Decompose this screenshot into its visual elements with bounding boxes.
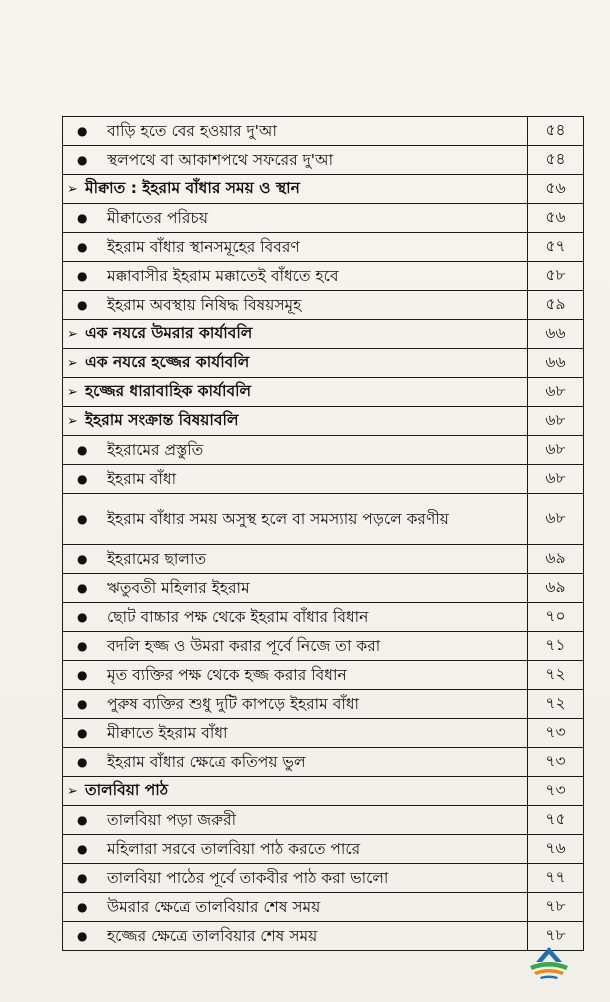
entry-title: ইহরামের ছালাত	[107, 550, 207, 568]
entry-title: মীক্বাতের পরিচয়	[107, 209, 208, 227]
subsection-entry	[63, 577, 527, 599]
section-heading-row	[63, 320, 584, 349]
entry-title: মীক্বাতে ইহরাম বাঁধা	[107, 724, 228, 742]
subsection-row	[63, 806, 584, 835]
bullet-icon: ●	[77, 610, 88, 624]
entry-title-cell	[63, 320, 528, 349]
entry-title-cell	[63, 378, 528, 407]
entry-title-cell	[63, 436, 528, 465]
entry-title-cell	[63, 603, 528, 632]
entry-title: উমরার ক্ষেত্রে তালবিয়ার শেষ সময়	[107, 898, 321, 916]
subsection-entry	[63, 207, 527, 229]
entry-title: ঋতুবতী মহিলার ইহরাম	[107, 579, 250, 597]
entry-title: বদলি হজ্জ ও উমরা করার পূর্বে নিজে তা করা	[107, 637, 381, 655]
contents-table-body	[63, 117, 584, 951]
entry-title-cell	[63, 661, 528, 690]
bullet-icon: ●	[77, 900, 88, 914]
entry-title: হজ্জের ক্ষেত্রে তালবিয়ার শেষ সময়	[107, 927, 318, 945]
bullet-icon: ●	[77, 552, 88, 566]
entry-title: ছোট বাচ্চার পক্ষ থেকে ইহরাম বাঁধার বিধান	[107, 608, 369, 626]
entry-title-cell	[63, 407, 528, 436]
contents-table	[62, 116, 584, 951]
bullet-icon: ●	[77, 726, 88, 740]
entry-title: ইহরাম বাঁধার ক্ষেত্রে কতিপয় ভুল	[107, 753, 306, 771]
subsection-entry	[63, 508, 527, 530]
subsection-row	[63, 922, 584, 951]
section-heading-row	[63, 349, 584, 378]
page-number: ৭০	[528, 603, 584, 632]
page-number: ৬৯	[528, 574, 584, 603]
arrow-icon: ➢	[67, 355, 78, 371]
bullet-icon: ●	[77, 240, 88, 254]
entry-title: ইহরাম অবস্থায় নিষিদ্ধ বিষয়সমূহ	[107, 296, 302, 314]
page-number: ৭৫	[528, 806, 584, 835]
subsection-row	[63, 204, 584, 233]
page-number: ৫৬	[528, 204, 584, 233]
entry-title: মহিলারা সরবে তালবিয়া পাঠ করতে পারে	[107, 840, 361, 858]
entry-title: ইহরাম সংক্রান্ত বিষয়াবলি	[85, 411, 239, 429]
bullet-icon: ●	[77, 668, 88, 682]
section-heading	[63, 350, 527, 376]
page-number: ৫৯	[528, 291, 584, 320]
page-number: ৭২	[528, 690, 584, 719]
subsection-entry	[63, 838, 527, 860]
section-heading	[63, 379, 527, 405]
page-number: ৭৩	[528, 748, 584, 777]
subsection-entry	[63, 439, 527, 461]
page-number: ৫৪	[528, 146, 584, 175]
entry-title: এক নযরে উমরার কার্যাবলি	[85, 324, 253, 342]
subsection-row	[63, 864, 584, 893]
page-number: ৭১	[528, 632, 584, 661]
entry-title: তালবিয়া পাঠ	[85, 781, 169, 799]
page-number: ৬৯	[528, 545, 584, 574]
section-heading	[63, 778, 527, 804]
entry-title: মৃত ব্যক্তির পক্ষ থেকে হজ্জ করার বিধান	[107, 666, 347, 684]
entry-title-cell	[63, 465, 528, 494]
page-number: ৬৬	[528, 320, 584, 349]
entry-title-cell	[63, 117, 528, 146]
entry-title-cell	[63, 175, 528, 204]
page-number: ৭৩	[528, 719, 584, 748]
entry-title-cell	[63, 204, 528, 233]
section-heading-row	[63, 378, 584, 407]
arrow-icon: ➢	[67, 413, 78, 429]
entry-title-cell	[63, 233, 528, 262]
subsection-row	[63, 545, 584, 574]
subsection-entry	[63, 867, 527, 889]
bullet-icon: ●	[77, 211, 88, 225]
subsection-entry	[63, 265, 527, 287]
page-number: ৭৩	[528, 777, 584, 806]
publisher-logo-icon	[526, 944, 572, 984]
arrow-icon: ➢	[67, 181, 78, 197]
entry-title-cell	[63, 893, 528, 922]
page-number: ৭৮	[528, 893, 584, 922]
entry-title-cell	[63, 574, 528, 603]
bullet-icon: ●	[77, 298, 88, 312]
subsection-row	[63, 233, 584, 262]
entry-title: তালবিয়া পাঠের পূর্বে তাকবীর পাঠ করা ভালো	[107, 869, 389, 887]
entry-title-cell	[63, 349, 528, 378]
bullet-icon: ●	[77, 842, 88, 856]
subsection-row	[63, 117, 584, 146]
entry-title: বাড়ি হতে বের হওয়ার দু'আ	[107, 122, 277, 140]
page-number: ৭২	[528, 661, 584, 690]
bullet-icon: ●	[77, 639, 88, 653]
page-number: ৭৮	[528, 922, 584, 951]
page-number: ৬৮	[528, 407, 584, 436]
bullet-icon: ●	[77, 697, 88, 711]
subsection-entry	[63, 751, 527, 773]
subsection-entry	[63, 606, 527, 628]
bullet-icon: ●	[77, 124, 88, 138]
entry-title: ইহরাম বাঁধা	[107, 470, 177, 488]
subsection-row	[63, 494, 584, 545]
section-heading	[63, 176, 527, 202]
page-number: ৫৭	[528, 233, 584, 262]
entry-title: তালবিয়া পড়া জরুরী	[107, 811, 237, 829]
bullet-icon: ●	[77, 581, 88, 595]
subsection-row	[63, 748, 584, 777]
subsection-entry	[63, 925, 527, 947]
subsection-entry	[63, 120, 527, 142]
entry-title: ইহরাম বাঁধার স্থানসমূহের বিবরণ	[107, 238, 300, 256]
page-number: ৬৬	[528, 349, 584, 378]
subsection-row	[63, 262, 584, 291]
section-heading-row	[63, 777, 584, 806]
page-number: ৭৬	[528, 835, 584, 864]
bullet-icon: ●	[77, 755, 88, 769]
entry-title-cell	[63, 922, 528, 951]
subsection-row	[63, 146, 584, 175]
entry-title: মক্কাবাসীর ইহরাম মক্কাতেই বাঁধতে হবে	[107, 267, 339, 285]
entry-title-cell	[63, 494, 528, 545]
subsection-entry	[63, 896, 527, 918]
entry-title: স্থলপথে বা আকাশপথে সফরের দু'আ	[107, 151, 334, 169]
page-number: ৬৮	[528, 465, 584, 494]
bullet-icon: ●	[77, 269, 88, 283]
subsection-row	[63, 603, 584, 632]
entry-title-cell	[63, 748, 528, 777]
subsection-entry	[63, 722, 527, 744]
entry-title-cell	[63, 291, 528, 320]
subsection-row	[63, 436, 584, 465]
section-heading	[63, 408, 527, 434]
subsection-row	[63, 574, 584, 603]
entry-title-cell	[63, 835, 528, 864]
page-number: ৬৮	[528, 378, 584, 407]
page-number: ৫৬	[528, 175, 584, 204]
page-number: ৫৮	[528, 262, 584, 291]
subsection-entry	[63, 294, 527, 316]
subsection-entry	[63, 664, 527, 686]
bullet-icon: ●	[77, 871, 88, 885]
entry-title: এক নযরে হজ্জের কার্যাবলি	[85, 353, 250, 371]
subsection-entry	[63, 236, 527, 258]
arrow-icon: ➢	[67, 783, 78, 799]
bullet-icon: ●	[77, 813, 88, 827]
section-heading-row	[63, 175, 584, 204]
page-number: ৫৪	[528, 117, 584, 146]
subsection-row	[63, 465, 584, 494]
entry-title-cell	[63, 146, 528, 175]
entry-title: ইহরামের প্রস্তুতি	[107, 441, 204, 459]
entry-title: ইহরাম বাঁধার সময় অসুস্থ হলে বা সমস্যায় পড়লে করণীয়	[107, 510, 449, 528]
entry-title: পুরুষ ব্যক্তির শুধু দুটি কাপড়ে ইহরাম বাঁধা	[107, 695, 360, 713]
entry-title-cell	[63, 690, 528, 719]
section-heading-row	[63, 407, 584, 436]
bullet-icon: ●	[77, 472, 88, 486]
entry-title-cell	[63, 632, 528, 661]
entry-title-cell	[63, 777, 528, 806]
page-number: ৬৮	[528, 436, 584, 465]
arrow-icon: ➢	[67, 326, 78, 342]
subsection-row	[63, 661, 584, 690]
subsection-entry	[63, 149, 527, 171]
entry-title: হজ্জের ধারাবাহিক কার্যাবলি	[85, 382, 252, 400]
arrow-icon: ➢	[67, 384, 78, 400]
subsection-row	[63, 835, 584, 864]
subsection-row	[63, 719, 584, 748]
entry-title-cell	[63, 545, 528, 574]
subsection-entry	[63, 693, 527, 715]
entry-title: মীক্বাত : ইহরাম বাঁধার সময় ও স্থান	[85, 179, 300, 197]
subsection-entry	[63, 809, 527, 831]
bullet-icon: ●	[77, 153, 88, 167]
subsection-entry	[63, 468, 527, 490]
subsection-row	[63, 690, 584, 719]
page-number: ৭৭	[528, 864, 584, 893]
section-heading	[63, 321, 527, 347]
entry-title-cell	[63, 262, 528, 291]
subsection-row	[63, 632, 584, 661]
subsection-row	[63, 291, 584, 320]
entry-title-cell	[63, 719, 528, 748]
entry-title-cell	[63, 806, 528, 835]
bullet-icon: ●	[77, 443, 88, 457]
bullet-icon: ●	[77, 512, 88, 526]
page-number: ৬৮	[528, 494, 584, 545]
subsection-entry	[63, 548, 527, 570]
subsection-row	[63, 893, 584, 922]
bullet-icon: ●	[77, 929, 88, 943]
entry-title-cell	[63, 864, 528, 893]
subsection-entry	[63, 635, 527, 657]
